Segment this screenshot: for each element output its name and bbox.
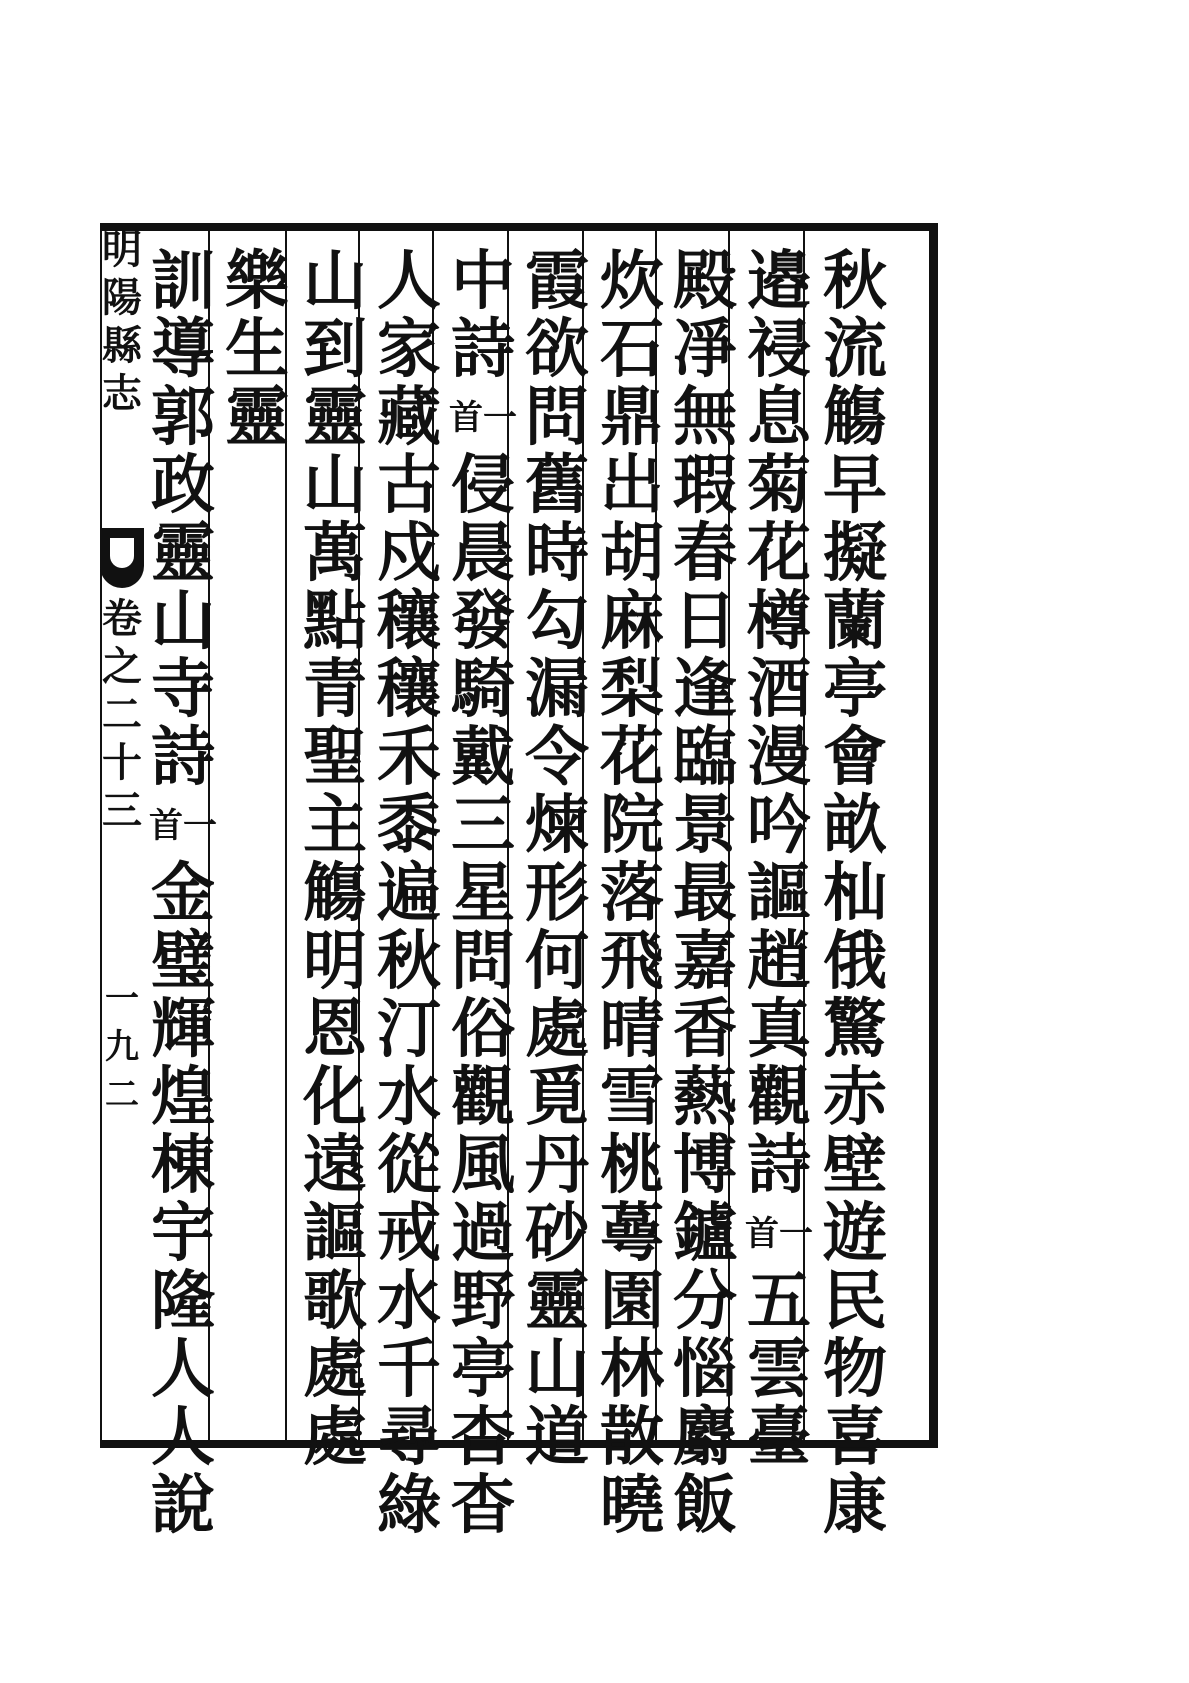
fish-tail-mark: [100, 528, 144, 588]
column-char: 爇: [673, 1060, 737, 1135]
column-char: 令: [525, 720, 589, 795]
column-char: 勾: [525, 584, 589, 659]
column-char: 亭: [451, 1332, 515, 1407]
column-char: 處: [525, 992, 589, 1067]
column-char: 觀: [451, 1060, 515, 1135]
column-char: 曉: [600, 1468, 664, 1543]
column-char: 謳: [303, 1196, 367, 1271]
column-char: 首一: [149, 806, 217, 846]
column-char: 喜: [823, 1400, 887, 1475]
column-char: 戍: [377, 516, 441, 591]
column-char: 杳: [451, 1468, 515, 1543]
column-char: 趙: [747, 924, 811, 999]
column-char: 流: [823, 312, 887, 387]
column-char: 導: [151, 312, 215, 387]
column-char: 飯: [673, 1468, 737, 1543]
column-char: 萬: [303, 516, 367, 591]
margin-char: 一: [105, 979, 139, 1019]
column-char: 詩: [747, 1128, 811, 1203]
column-char: 丹: [525, 1128, 589, 1203]
column-char: 汀: [377, 992, 441, 1067]
column-char: 園: [600, 1264, 664, 1339]
margin-char: 之: [102, 643, 142, 690]
column-char: 穰: [377, 584, 441, 659]
column-char: 霞: [525, 244, 589, 319]
column-char: 舊: [525, 448, 589, 523]
column-char: 杳: [451, 1400, 515, 1475]
column-char: 處: [303, 1332, 367, 1407]
column-char: 何: [525, 924, 589, 999]
column-char: 梨: [600, 652, 664, 727]
column-char: 最: [673, 856, 737, 931]
column-char: 欲: [525, 312, 589, 387]
column-char: 歌: [303, 1264, 367, 1339]
column-char: 山: [303, 244, 367, 319]
column-char: 嘉: [673, 924, 737, 999]
column-char: 家: [377, 312, 441, 387]
column-char: 問: [451, 924, 515, 999]
column-char: 遊: [823, 1196, 887, 1271]
column-char: 綠: [377, 1468, 441, 1543]
column-char: 禾: [377, 720, 441, 795]
column-char: 雪: [600, 1060, 664, 1135]
column-char: 鼎: [600, 380, 664, 455]
column-char: 出: [600, 448, 664, 523]
column-char: 騎: [451, 652, 515, 727]
column-char: 無: [673, 380, 737, 455]
margin-char: 三: [102, 787, 142, 834]
column-char: 靈: [303, 380, 367, 455]
column-char: 郭: [151, 380, 215, 455]
column-char: 從: [377, 1128, 441, 1203]
column-char: 麻: [600, 584, 664, 659]
column-char: 金: [151, 856, 215, 931]
column-char: 殿: [673, 244, 737, 319]
column-char: 真: [747, 992, 811, 1067]
column-char: 水: [377, 1264, 441, 1339]
column-char: 詩: [451, 312, 515, 387]
margin-title: [100, 226, 144, 418]
column-char: 靈: [525, 1264, 589, 1339]
column-char: 到: [303, 312, 367, 387]
column-char: 鑪: [673, 1196, 737, 1271]
column-char: 主: [303, 788, 367, 863]
margin-char: 卷: [102, 595, 142, 642]
margin-char: 縣: [102, 322, 142, 369]
column-char: 飛: [600, 924, 664, 999]
column-char: 觴: [303, 856, 367, 931]
column-char: 早: [823, 448, 887, 523]
column-char: 輝: [151, 992, 215, 1067]
column-char: 尋: [377, 1400, 441, 1475]
column-char: 政: [151, 448, 215, 523]
column-char: 吟: [747, 788, 811, 863]
column-char: 日: [673, 584, 737, 659]
column-char: 隆: [151, 1264, 215, 1339]
column-char: 博: [673, 1128, 737, 1203]
column-char: 畝: [823, 788, 887, 863]
column-char: 靈: [151, 516, 215, 591]
column-char: 桃: [600, 1128, 664, 1203]
column-char: 青: [303, 652, 367, 727]
column-char: 凈: [673, 312, 737, 387]
column-char: 棟: [151, 1128, 215, 1203]
column-char: 五: [747, 1264, 811, 1339]
column-char: 山: [525, 1332, 589, 1407]
column-char: 覓: [525, 1060, 589, 1135]
column-char: 胡: [600, 516, 664, 591]
column-char: 林: [600, 1332, 664, 1407]
column-char: 亭: [823, 652, 887, 727]
column-char: 聖: [303, 720, 367, 795]
text-column: [818, 244, 892, 1543]
text-column: [298, 244, 372, 1475]
margin-char: 志: [102, 370, 142, 417]
column-char: 煉: [525, 788, 589, 863]
column-char: 煌: [151, 1060, 215, 1135]
text-column: [220, 244, 294, 1438]
column-char: 赤: [823, 1060, 887, 1135]
column-char: 遍: [377, 856, 441, 931]
column-char: 人: [151, 1400, 215, 1475]
column-char: 壁: [823, 1128, 887, 1203]
column-char: 瑕: [673, 448, 737, 523]
column-char: 民: [823, 1264, 887, 1339]
column-char: 問: [525, 380, 589, 455]
column-char: 風: [451, 1128, 515, 1203]
column-char: 形: [525, 856, 589, 931]
text-column: [668, 244, 742, 1543]
column-char: 過: [451, 1196, 515, 1271]
text-column: [372, 244, 446, 1543]
column-char: 院: [600, 788, 664, 863]
column-char: 處: [303, 1400, 367, 1475]
column-char: 麝: [673, 1400, 737, 1475]
column-char: 侵: [451, 448, 515, 523]
column-char: 樂: [225, 244, 289, 319]
margin-char: 九: [105, 1027, 139, 1067]
column-char: 逢: [673, 652, 737, 727]
column-char: 晴: [600, 992, 664, 1067]
column-char: 人: [377, 244, 441, 319]
column-char: 遠: [303, 1128, 367, 1203]
column-char: 戒: [377, 1196, 441, 1271]
column-char: 香: [673, 992, 737, 1067]
column-char: 分: [673, 1264, 737, 1339]
column-char: 觴: [823, 380, 887, 455]
margin-char: 陽: [102, 274, 142, 321]
column-char: 山: [151, 584, 215, 659]
column-char: 惱: [673, 1332, 737, 1407]
column-char: 宇: [151, 1196, 215, 1271]
column-char: 散: [600, 1400, 664, 1475]
margin-char: 明: [102, 226, 142, 273]
column-char: 首一: [745, 1214, 813, 1254]
column-char: 三: [451, 788, 515, 863]
column-char: 菊: [747, 448, 811, 523]
column-char: 景: [673, 788, 737, 863]
text-column: [146, 244, 220, 1543]
column-char: 寺: [151, 652, 215, 727]
column-char: 璧: [151, 924, 215, 999]
margin-char: 二: [105, 1075, 139, 1115]
column-char: 發: [451, 584, 515, 659]
column-char: 穰: [377, 652, 441, 727]
column-char: 落: [600, 856, 664, 931]
column-char: 晨: [451, 516, 515, 591]
column-char: 千: [377, 1332, 441, 1407]
margin-char: 二: [102, 691, 142, 738]
column-char: 酒: [747, 652, 811, 727]
column-char: 祲: [747, 312, 811, 387]
column-char: 化: [303, 1060, 367, 1135]
column-char: 中: [451, 244, 515, 319]
column-char: 蘭: [823, 584, 887, 659]
column-char: 砂: [525, 1196, 589, 1271]
column-char: 詩: [151, 720, 215, 795]
column-char: 明: [303, 924, 367, 999]
column-char: 臺: [747, 1400, 811, 1475]
column-char: 漫: [747, 720, 811, 795]
column-char: 康: [823, 1468, 887, 1543]
column-char: 會: [823, 720, 887, 795]
column-char: 道: [525, 1400, 589, 1475]
column-char: 樽: [747, 584, 811, 659]
column-char: 花: [747, 516, 811, 591]
column-char: 邉: [747, 244, 811, 319]
column-char: 杣: [823, 856, 887, 931]
margin-page: [100, 975, 144, 1119]
column-char: 時: [525, 516, 589, 591]
column-char: 臨: [673, 720, 737, 795]
column-char: 俄: [823, 924, 887, 999]
column-char: 生: [225, 312, 289, 387]
column-char: 訓: [151, 244, 215, 319]
column-char: 靈: [225, 380, 289, 455]
column-char: 點: [303, 584, 367, 659]
text-column: [520, 244, 594, 1475]
column-char: 秋: [823, 244, 887, 319]
column-char: 石: [600, 312, 664, 387]
column-char: 春: [673, 516, 737, 591]
column-char: 俗: [451, 992, 515, 1067]
column-char: 恩: [303, 992, 367, 1067]
column-char: 戴: [451, 720, 515, 795]
text-column: [446, 244, 520, 1543]
column-char: 秋: [377, 924, 441, 999]
column-char: 炊: [600, 244, 664, 319]
column-char: 人: [151, 1332, 215, 1407]
column-char: 花: [600, 720, 664, 795]
text-column: [742, 244, 816, 1475]
text-column: [595, 244, 669, 1543]
column-char: 驚: [823, 992, 887, 1067]
column-char: 物: [823, 1332, 887, 1407]
column-char: 星: [451, 856, 515, 931]
column-char: 黍: [377, 788, 441, 863]
column-char: 觀: [747, 1060, 811, 1135]
margin-volume: [100, 595, 144, 835]
column-char: 山: [303, 448, 367, 523]
margin-char: 十: [102, 739, 142, 786]
column-char: 息: [747, 380, 811, 455]
column-char: 漏: [525, 652, 589, 727]
column-char: 野: [451, 1264, 515, 1339]
column-char: 雲: [747, 1332, 811, 1407]
column-char: 藏: [377, 380, 441, 455]
column-char: 古: [377, 448, 441, 523]
column-char: 首一: [449, 398, 517, 438]
column-char: 水: [377, 1060, 441, 1135]
column-char: 蕚: [600, 1196, 664, 1271]
column-char: 說: [151, 1468, 215, 1543]
column-char: 擬: [823, 516, 887, 591]
column-char: 謳: [747, 856, 811, 931]
